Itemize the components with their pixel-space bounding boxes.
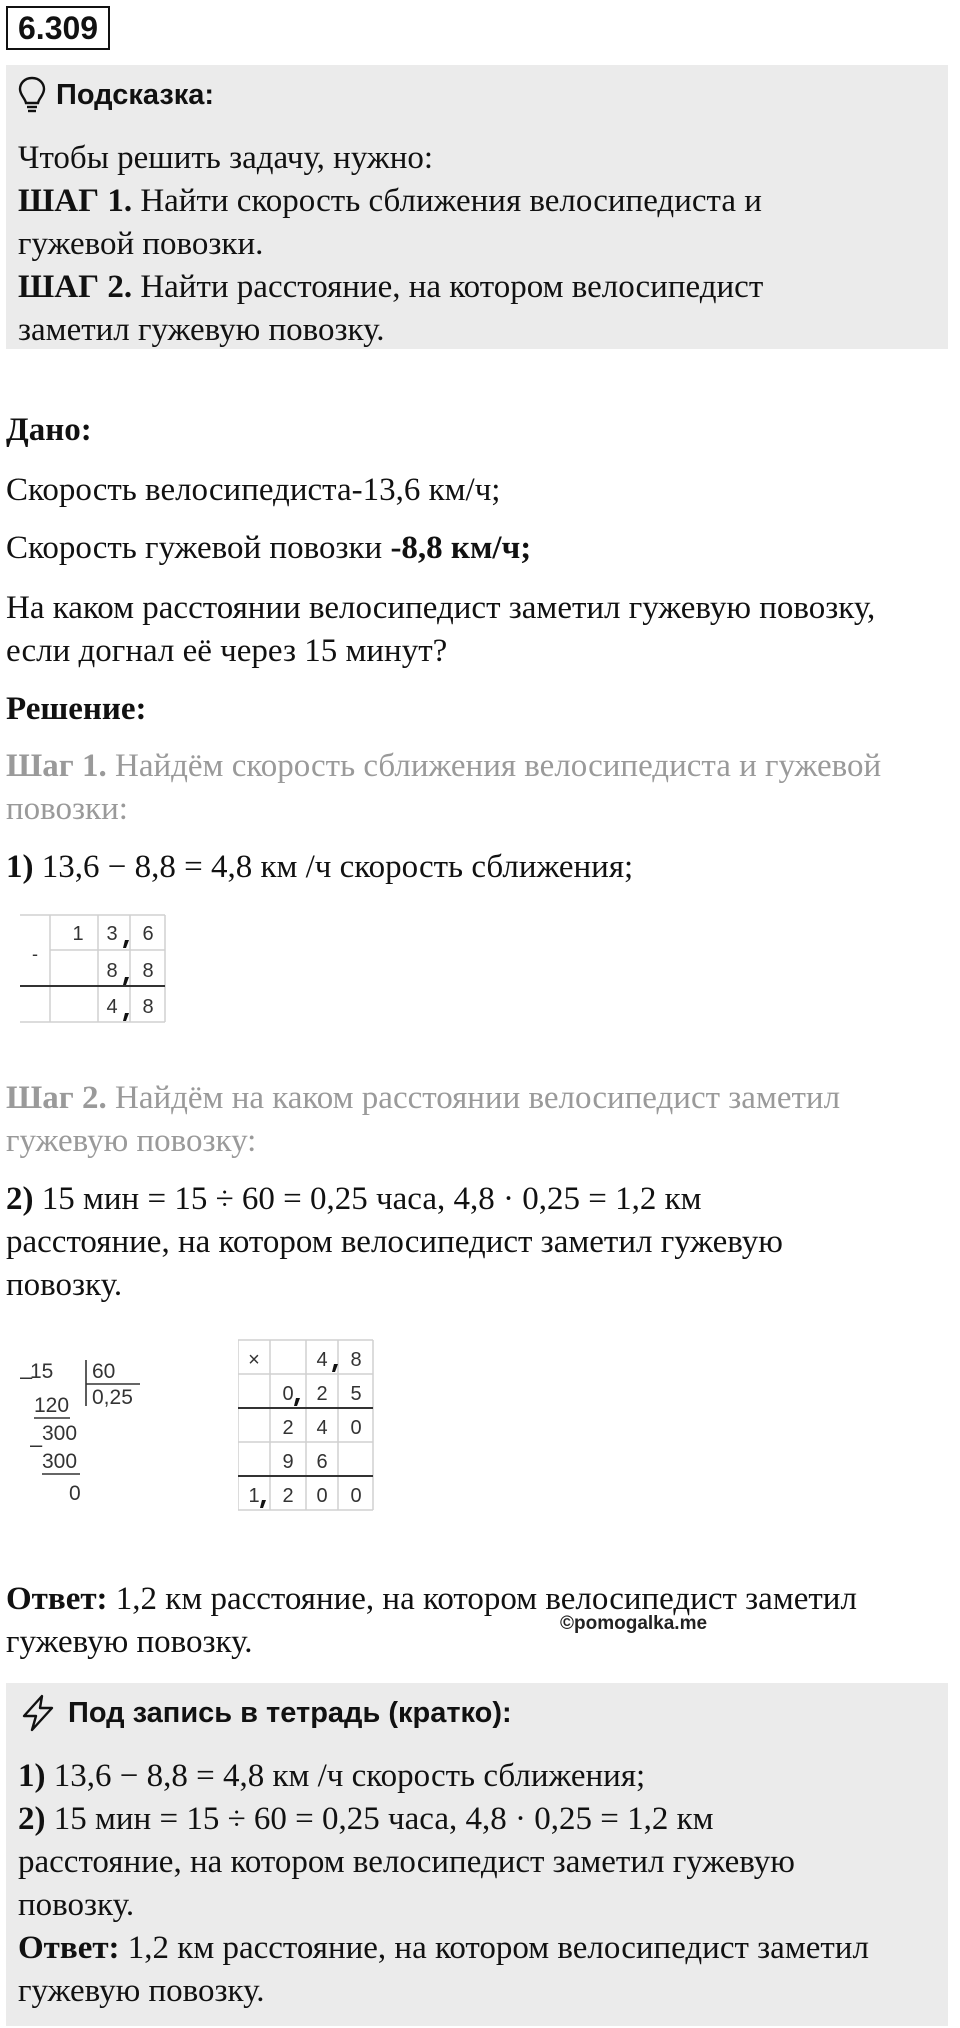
hint-step2: ШАГ 2. Найти расстояние, на котором велосипедист <box>18 269 764 305</box>
hint-step1-cont: гужевой повозки. <box>18 226 264 262</box>
hint-title-row <box>18 70 214 120</box>
notes-title-row <box>20 1690 512 1736</box>
div-r2: 0 <box>69 1482 81 1505</box>
solution-title: Решение: <box>6 691 147 727</box>
mul-r3c4: 0 <box>350 1417 362 1439</box>
notes-answer-cont: гужевую повозку. <box>18 1973 265 2009</box>
mul-r2c2: 0 <box>282 1383 294 1405</box>
task-number: 6.309 <box>6 6 110 50</box>
mul-sign: × <box>248 1349 260 1371</box>
hint-title: Подсказка: <box>56 79 215 111</box>
sub-r3c2: 4 <box>106 996 118 1018</box>
mul-r4c2: 9 <box>282 1451 294 1473</box>
lightning-icon <box>20 1694 56 1732</box>
calc2: 2) 15 мин = 15 ÷ 60 = 0,25 часа, 4,8 · 0,25 = 1,2 км <box>6 1181 702 1217</box>
calc1: 1) 13,6 − 8,8 = 4,8 км /ч скорость сближения; <box>6 849 634 885</box>
mul-r3c3: 4 <box>316 1417 328 1439</box>
multiplication-column <box>238 1338 378 1513</box>
long-division <box>14 1360 154 1515</box>
div-r1: 300 <box>42 1422 78 1445</box>
given-line2: Скорость гужевой повозки -8,8 км/ч; <box>6 530 532 566</box>
div-s1: 120 <box>34 1394 70 1417</box>
subtraction-column <box>20 910 170 1025</box>
notes-title: Под запись в тетрадь (кратко): <box>68 1697 512 1729</box>
mul-r5c1: 1 <box>248 1485 260 1507</box>
given-section <box>6 409 92 452</box>
notes-body <box>18 1755 869 2013</box>
given-line1: Скорость велосипедиста-13,6 км/ч; <box>6 472 501 508</box>
sub-r1c1: 1 <box>72 923 84 945</box>
watermark: ©pomogalka.me <box>560 1613 708 1634</box>
div-divisor: 60 <box>92 1360 116 1383</box>
hint-body <box>18 137 763 352</box>
solution-step1: Шаг 1. Найдём скорость сближения велосипедиста и гужевой <box>6 748 882 784</box>
sub-r1c2: 3 <box>106 923 118 945</box>
mul-r1c3: 4 <box>316 1349 328 1371</box>
given-line1-wrap <box>6 469 500 512</box>
solution-step2: Шаг 2. Найдём на каком расстоянии велосипедист заметил <box>6 1080 841 1116</box>
div-minus-2: – <box>30 1432 43 1457</box>
solution-step1-wrap <box>6 745 881 831</box>
solution-title-wrap <box>6 688 147 731</box>
given-line2-wrap <box>6 527 531 570</box>
mul-r4c3: 6 <box>316 1451 328 1473</box>
answer: Ответ: 1,2 км расстояние, на котором велосипедист заметил <box>6 1581 857 1617</box>
hint-step2-cont: заметил гужевую повозку. <box>18 312 385 348</box>
answer-cont: гужевую повозку. <box>6 1624 253 1660</box>
solution-step2-cont: гужевую повозку: <box>6 1123 257 1159</box>
mul-r2c3: 2 <box>316 1383 328 1405</box>
calc1-wrap <box>6 846 633 889</box>
calc2-cont: расстояние, на котором велосипедист заметил гужевую <box>6 1224 783 1260</box>
calc2-wrap <box>6 1178 783 1307</box>
hint-step1: ШАГ 1. Найти скорость сближения велосипедиста и <box>18 183 762 219</box>
given-question: На каком расстоянии велосипедист заметил гужевую повозку, <box>6 590 876 626</box>
div-s2: 300 <box>42 1450 78 1473</box>
sub-r3c3: 8 <box>142 996 154 1018</box>
hint-intro: Чтобы решить задачу, нужно: <box>18 140 434 176</box>
answer-wrap <box>6 1578 857 1664</box>
sub-r1c3: 6 <box>142 923 154 945</box>
div-minus-1: – <box>20 1364 33 1389</box>
mul-r1c4: 8 <box>350 1349 362 1371</box>
div-dividend: 15 <box>30 1360 54 1383</box>
notes-line2: 2) 15 мин = 15 ÷ 60 = 0,25 часа, 4,8 · 0,25 = 1,2 км <box>18 1801 714 1837</box>
given-question-cont: если догнал её через 15 минут? <box>6 633 448 669</box>
sub-r2c3: 8 <box>142 960 154 982</box>
given-title: Дано: <box>6 412 92 448</box>
notes-line4: повозку. <box>18 1887 135 1923</box>
div-quotient: 0,25 <box>92 1386 133 1409</box>
decimal-commas <box>123 940 129 1021</box>
minus-sign: - <box>32 944 38 964</box>
notes-line3: расстояние, на котором велосипедист заметил гужевую <box>18 1844 795 1880</box>
mul-r3c2: 2 <box>282 1417 294 1439</box>
mul-r2c4: 5 <box>350 1383 362 1405</box>
solution-step1-cont: повозки: <box>6 791 128 827</box>
lightbulb-icon <box>18 76 46 114</box>
calc2-cont2: повозку. <box>6 1267 123 1303</box>
notes-line1: 1) 13,6 − 8,8 = 4,8 км /ч скорость сближения; <box>18 1758 646 1794</box>
notes-answer: Ответ: 1,2 км расстояние, на котором велосипедист заметил <box>18 1930 869 1966</box>
solution-step2-wrap <box>6 1077 840 1163</box>
mul-r5c3: 0 <box>316 1485 328 1507</box>
mul-r5c2: 2 <box>282 1485 294 1507</box>
mul-r5c4: 0 <box>350 1485 362 1507</box>
sub-r2c2: 8 <box>106 960 118 982</box>
given-question-wrap <box>6 587 875 673</box>
